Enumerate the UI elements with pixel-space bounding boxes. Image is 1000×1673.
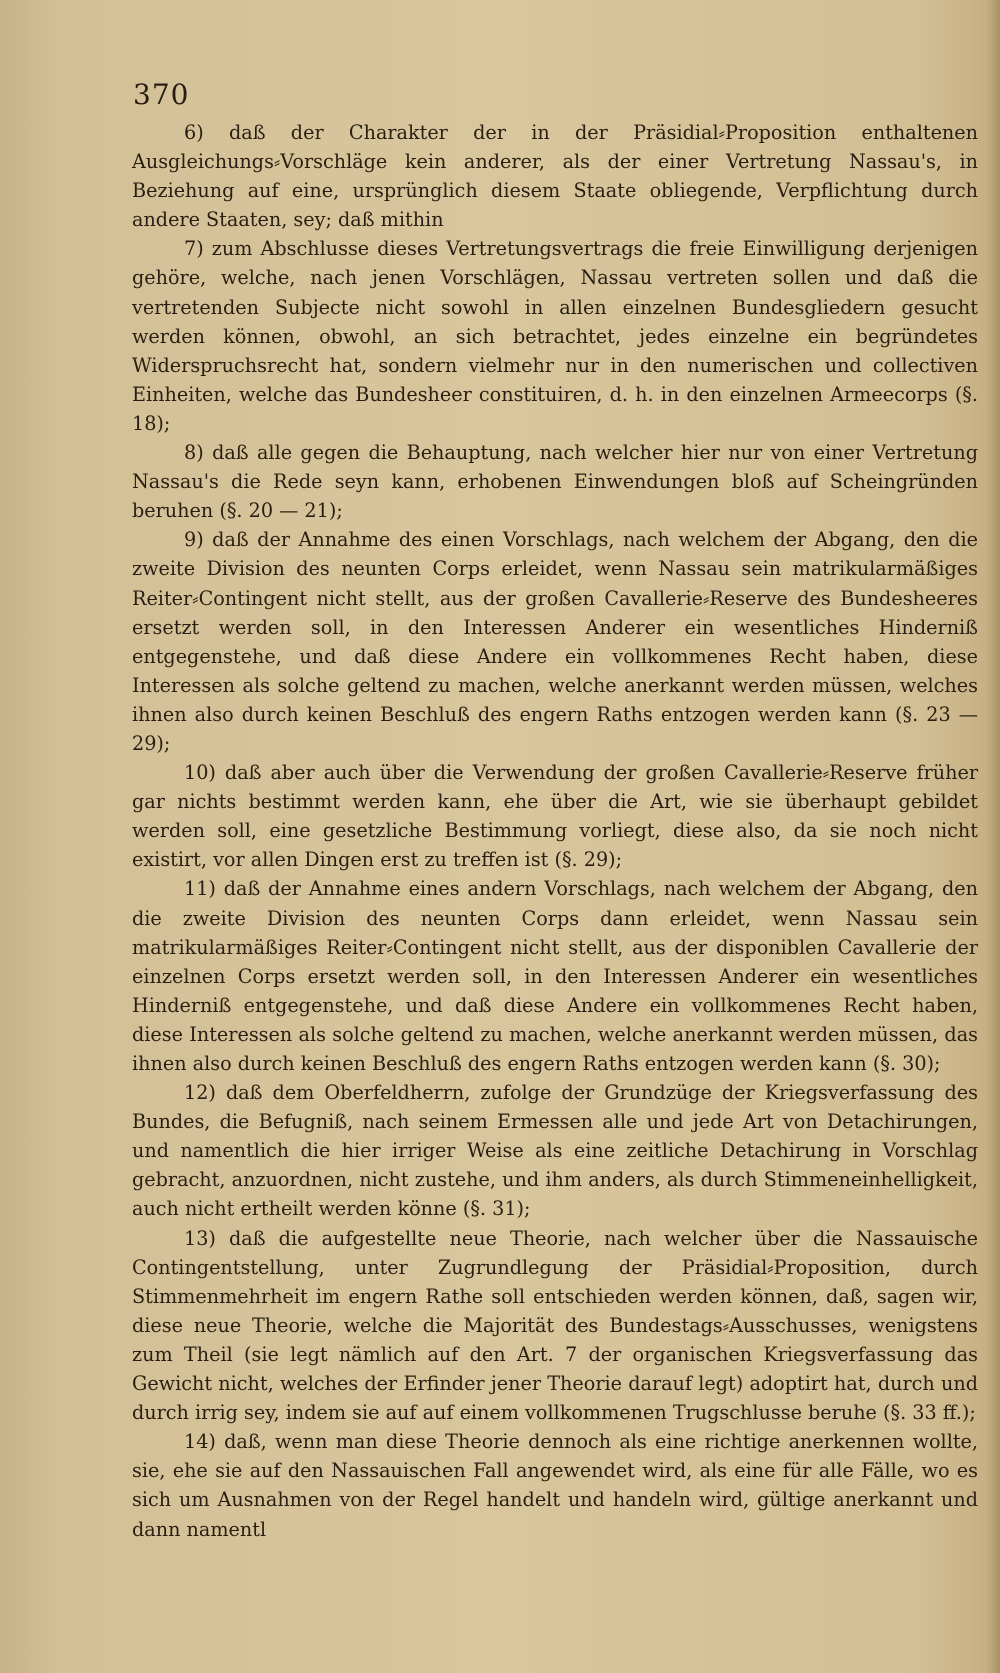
page-number: 370: [133, 78, 190, 111]
page-edge-shadow: [986, 0, 1000, 1673]
paragraph-item-12: 12) daß dem Oberfeldherrn, zufolge der Grundzüge der Kriegsverfassung des Bundes, die Befugniß, nach seinem Ermessen alle und jede Art von Detachirungen, und namentlich die hier irriger Weise als eine zeitliche Detachirung in Vorschlag gebracht, anzuordnen, nicht zustehe, und ihm anders, als durch Stimmeneinhelligkeit, auch nicht ertheilt werden könne (§. 31);: [132, 1081, 978, 1221]
paragraph-item-11: 11) daß der Annahme eines andern Vorschlags, nach welchem der Abgang, den die zweite Division des neunten Corps dann erleidet, wenn Nassau sein matrikularmäßiges Reiter⸗Contingent nicht stellt, aus der disponiblen Cavallerie der einzelnen Corps ersetzt werden soll, in den Interessen Anderer ein wesentliches Hinderniß entgegenstehe, und daß diese Andere ein vollkommenes Recht haben, diese Interessen als solche geltend zu machen, welche anerkannt werden müssen, das ihnen also durch keinen Beschluß des engern Raths entzogen werden kann (§. 30);: [132, 877, 978, 1075]
paragraph-item-8: 8) daß alle gegen die Behauptung, nach welcher hier nur von einer Vertretung Nassau's die Rede seyn kann, erhobenen Einwendungen bloß auf Scheingründen beruhen (§. 20 — 21);: [132, 441, 978, 523]
paragraph-item-9: 9) daß der Annahme des einen Vorschlags, nach welchem der Abgang, den die zweite Division des neunten Corps erleidet, wenn Nassau sein matrikularmäßiges Reiter⸗Contingent nicht stellt, aus der großen Cavallerie⸗Reserve des Bundesheeres ersetzt werden soll, in den Interessen Anderer ein wesentliches Hinderniß entgegenstehe, und daß diese Andere ein vollkommenes Recht haben, diese Interessen als solche geltend zu machen, welche anerkannt werden müssen, welches ihnen also durch keinen Beschluß des engern Raths entzogen werden kann (§. 23 — 29);: [132, 528, 978, 755]
paragraph-item-6: 6) daß der Charakter der in der Präsidial⸗Proposition enthaltenen Ausgleichungs⸗Vorschläge kein anderer, als der einer Vertretung Nassau's, in Beziehung auf eine, ursprünglich diesem Staate obliegende, Verpflichtung durch andere Staaten, sey; daß mithin: [132, 121, 978, 232]
paragraph-item-7: 7) zum Abschlusse dieses Vertretungsvertrags die freie Einwilligung derjenigen gehöre, welche, nach jenen Vorschlägen, Nassau vertreten sollen und daß die vertretenden Subjecte nicht sowohl in allen einzelnen Bundesgliedern gesucht werden können, obwohl, an sich betrachtet, jedes einzelne ein begründetes Widerspruchsrecht hat, sondern vielmehr nur in den numerischen und collectiven Einheiten, welche das Bundesheer constituiren, d. h. in den einzelnen Armeecorps (§. 18);: [132, 237, 978, 435]
paragraph-item-13: 13) daß die aufgestellte neue Theorie, nach welcher über die Nassauische Contingentstellung, unter Zugrundlegung der Präsidial⸗Proposition, durch Stimmenmehrheit im engern Rathe soll entschieden werden können, daß, sagen wir, diese neue Theorie, welche die Majorität des Bundestags⸗Ausschusses, wenigstens zum Theil (sie legt nämlich auf den Art. 7 der organischen Kriegsverfassung das Gewicht nicht, welches der Erfinder jener Theorie darauf legt) adoptirt hat, durch und durch irrig sey, indem sie auf auf einem vollkommenen Trugschlusse beruhe (§. 33 ff.);: [132, 1226, 978, 1425]
paragraph-item-10: 10) daß aber auch über die Verwendung der großen Cavallerie⸗Reserve früher gar nichts bestimmt werden kann, ehe über die Art, wie sie überhaupt gebildet werden soll, eine gesetzliche Bestimmung vorliegt, diese also, da sie noch nicht existirt, vor allen Dingen erst zu treffen ist (§. 29);: [132, 761, 978, 872]
paragraph-item-14: 14) daß, wenn man diese Theorie dennoch als eine richtige anerkennen wollte, sie, ehe sie auf den Nassauischen Fall angewendet wird, als eine für alle Fälle, wo es sich um Ausnahmen von der Regel handelt und handeln wird, gültige anerkannt und dann namentl: [132, 1430, 978, 1541]
body-text: [132, 118, 978, 1544]
